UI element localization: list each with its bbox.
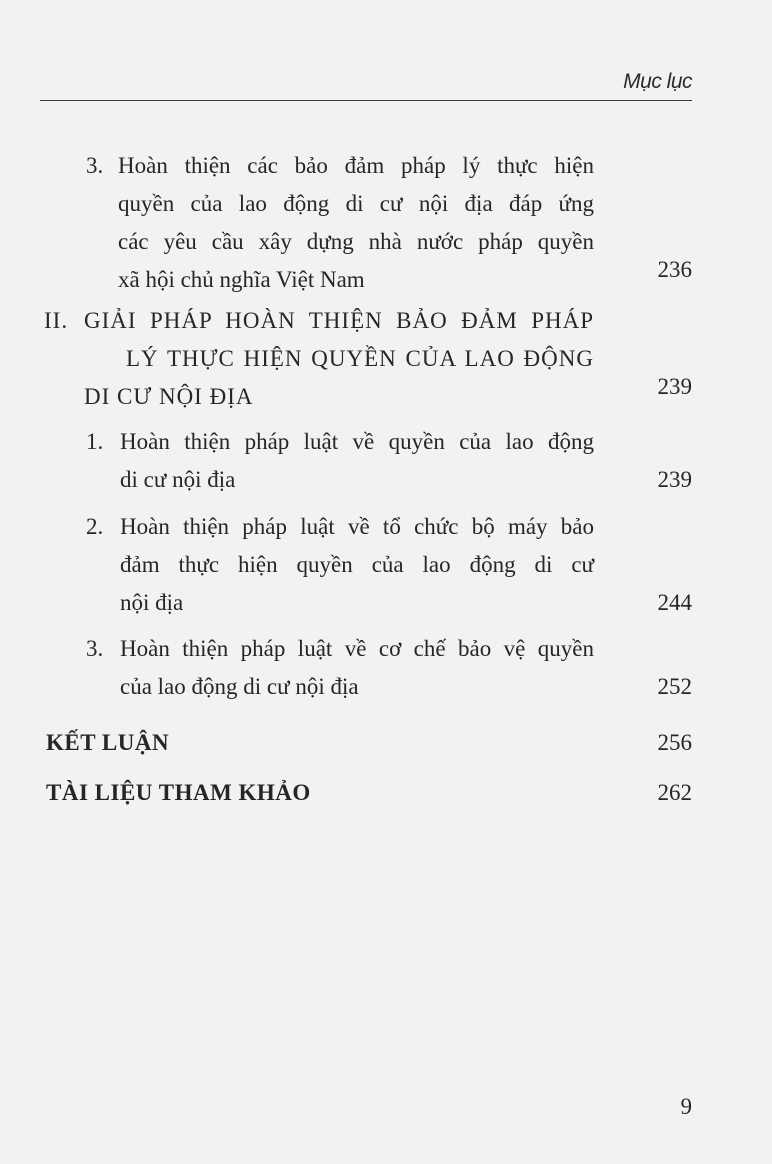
toc-entry-number: 3. — [86, 153, 104, 178]
toc-entry-number: 1. — [86, 429, 104, 454]
toc-entry-number: 3. — [86, 636, 104, 661]
toc-entry-line: Hoàn thiện pháp luật về tổ chức bộ máy bảo — [120, 514, 594, 539]
toc-entry-part-2[interactable] — [44, 302, 604, 416]
toc-entry-line: quyền của lao động di cư nội địa đáp ứng — [118, 191, 594, 216]
toc-entry-conclusion[interactable]: KẾT LUẬN — [46, 730, 170, 755]
header-rule — [40, 100, 692, 101]
toc-entry-section-1[interactable] — [86, 423, 606, 499]
toc-entry-line: Hoàn thiện pháp luật về quyền của lao động — [120, 429, 594, 454]
running-head-title: Mục lục — [623, 70, 692, 93]
toc-entry-line: xã hội chủ nghĩa Việt Nam — [118, 267, 365, 292]
toc-entry-number: II. — [44, 308, 69, 333]
toc-entry-line: LÝ THỰC HIỆN QUYỀN CỦA LAO ĐỘNG — [126, 346, 594, 371]
toc-entry-references[interactable]: TÀI LIỆU THAM KHẢO — [46, 780, 311, 805]
toc-entry-line: Hoàn thiện pháp luật về cơ chế bảo vệ quyền — [120, 636, 594, 661]
toc-entry-line: nội địa — [120, 590, 184, 615]
toc-entry-line: GIẢI PHÁP HOÀN THIỆN BẢO ĐẢM PHÁP — [84, 308, 594, 333]
toc-entry-section-3b[interactable] — [86, 630, 606, 706]
toc-page-number: 244 — [657, 590, 692, 615]
toc-page-number: 256 — [657, 730, 692, 755]
toc-entry-line: của lao động di cư nội địa — [120, 674, 359, 699]
toc-page-number: 252 — [657, 674, 692, 699]
page-number: 9 — [680, 1094, 692, 1119]
toc-entry-line: DI CƯ NỘI ĐỊA — [84, 384, 254, 409]
toc-page-number: 239 — [657, 374, 692, 399]
toc-entry-section-3[interactable] — [86, 147, 606, 299]
toc-entry-number: 2. — [86, 514, 104, 539]
toc-page-number: 236 — [657, 257, 692, 282]
toc-entry-line: đảm thực hiện quyền của lao động di cư — [120, 552, 594, 577]
toc-entry-line: Hoàn thiện các bảo đảm pháp lý thực hiện — [118, 153, 594, 178]
toc-entry-line: các yêu cầu xây dựng nhà nước pháp quyền — [118, 229, 594, 254]
toc-entry-line: di cư nội địa — [120, 467, 236, 492]
toc-page-number: 239 — [657, 467, 692, 492]
toc-page-number: 262 — [657, 780, 692, 805]
toc-entry-section-2[interactable] — [86, 508, 606, 622]
